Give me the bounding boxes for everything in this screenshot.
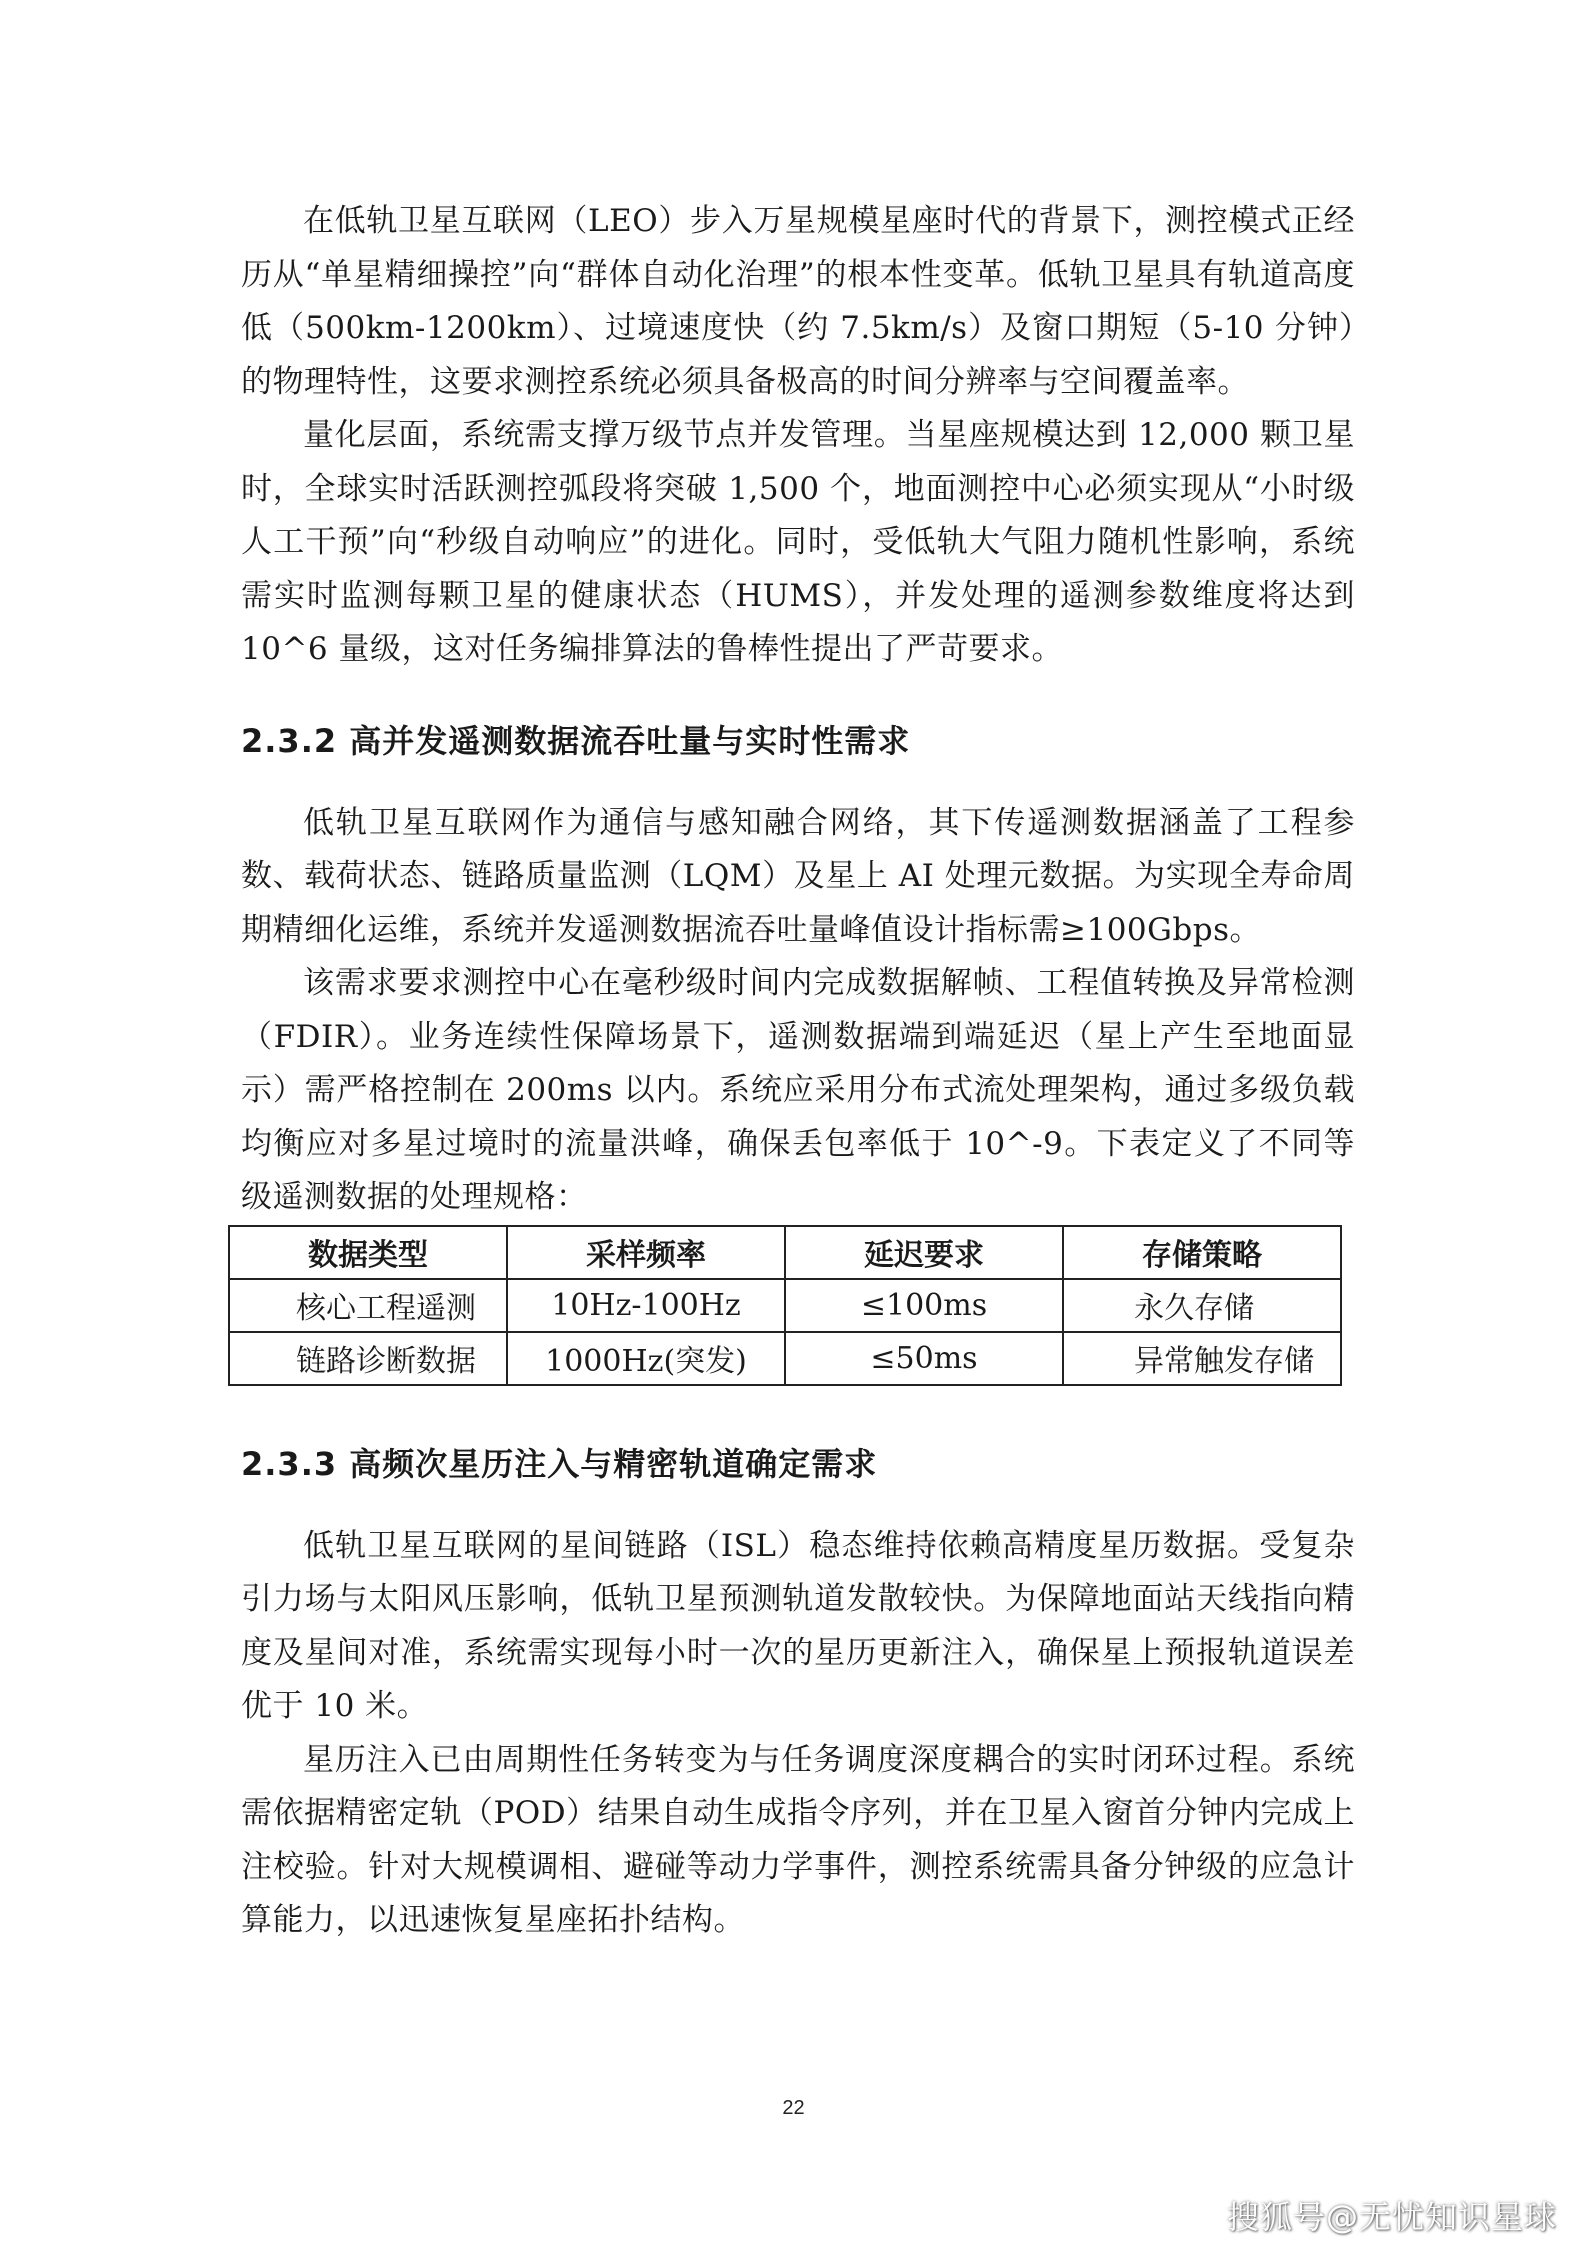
table-cell: 1000Hz(突发) [507,1332,785,1385]
page-number: 22 [782,2097,805,2119]
table-header-latency: 延迟要求 [785,1226,1063,1279]
table-cell: 核心工程遥测 [229,1279,507,1332]
section-2-3-3-heading: 2.3.3 高频次星历注入与精密轨道确定需求 [241,1444,878,1483]
section-2-3-2-heading: 2.3.2 高并发遥测数据流吞吐量与实时性需求 [241,721,911,760]
document-page [241,195,1355,1948]
telemetry-spec-table [228,1225,1342,1386]
table-row [229,1332,1341,1385]
table-header-row [229,1226,1341,1279]
table-cell: 10Hz-100Hz [507,1279,785,1332]
table-header-sample-rate: 采样频率 [507,1226,785,1279]
table-cell: ≤100ms [785,1279,1063,1332]
s233-paragraph-1: 低轨卫星互联网的星间链路（ISL）稳态维持依赖高精度星历数据。受复杂引力场与太阳风压影响，低轨卫星预测轨道发散较快。为保障地面站天线指向精度及星间对准，系统需实现每小时一次的星历更新注入，确保星上预报轨道误差优于 10 米。 [241,1527,1355,1724]
table-header-storage: 存储策略 [1063,1226,1341,1279]
s232-paragraph-2: 该需求要求测控中心在毫秒级时间内完成数据解帧、工程值转换及异常检测（FDIR）。业务连续性保障场景下，遥测数据端到端延迟（星上产生至地面显示）需严格控制在 200ms 以内。系统应采用分布式流处理架构，通过多级负载均衡应对多星过境时的流量洪峰，确保丢包率低于 10^-9。下表定义了不同等级遥测数据的处理规格： [241,965,1355,1215]
watermark: 搜狐号@无忧知识星球 [1226,2198,1557,2236]
s233-paragraph-2: 星历注入已由周期性任务转变为与任务调度深度耦合的实时闭环过程。系统需依据精密定轨（POD）结果自动生成指令序列，并在卫星入窗首分钟内完成上注校验。针对大规模调相、避碰等动力学事件，测控系统需具备分钟级的应急计算能力，以迅速恢复星座拓扑结构。 [241,1741,1355,1938]
intro-paragraph-2: 量化层面，系统需支撑万级节点并发管理。当星座规模达到 12,000 颗卫星时，全球实时活跃测控弧段将突破 1,500 个，地面测控中心必须实现从“小时级人工干预”向“秒级自动响应”的进化。同时，受低轨大气阻力随机性影响，系统需实时监测每颗卫星的健康状态（HUMS），并发处理的遥测参数维度将达到 10^6 量级，这对任务编排算法的鲁棒性提出了严苛要求。 [241,417,1355,667]
table-header-data-type: 数据类型 [229,1226,507,1279]
s232-paragraph-1: 低轨卫星互联网作为通信与感知融合网络，其下传遥测数据涵盖了工程参数、载荷状态、链路质量监测（LQM）及星上 AI 处理元数据。为实现全寿命周期精细化运维，系统并发遥测数据流吞吐量峰值设计指标需≥100Gbps。 [241,804,1355,948]
intro-paragraph-1: 在低轨卫星互联网（LEO）步入万星规模星座时代的背景下，测控模式正经历从“单星精细操控”向“群体自动化治理”的根本性变革。低轨卫星具有轨道高度低（500km-1200km）、过境速度快（约 7.5km/s）及窗口期短（5-10 分钟）的物理特性，这要求测控系统必须具备极高的时间分辨率与空间覆盖率。 [241,203,1355,400]
table-cell: 异常触发存储 [1063,1332,1341,1385]
table-cell: 永久存储 [1063,1279,1341,1332]
table-row [229,1279,1341,1332]
table-cell: 链路诊断数据 [229,1332,507,1385]
table-cell: ≤50ms [785,1332,1063,1385]
